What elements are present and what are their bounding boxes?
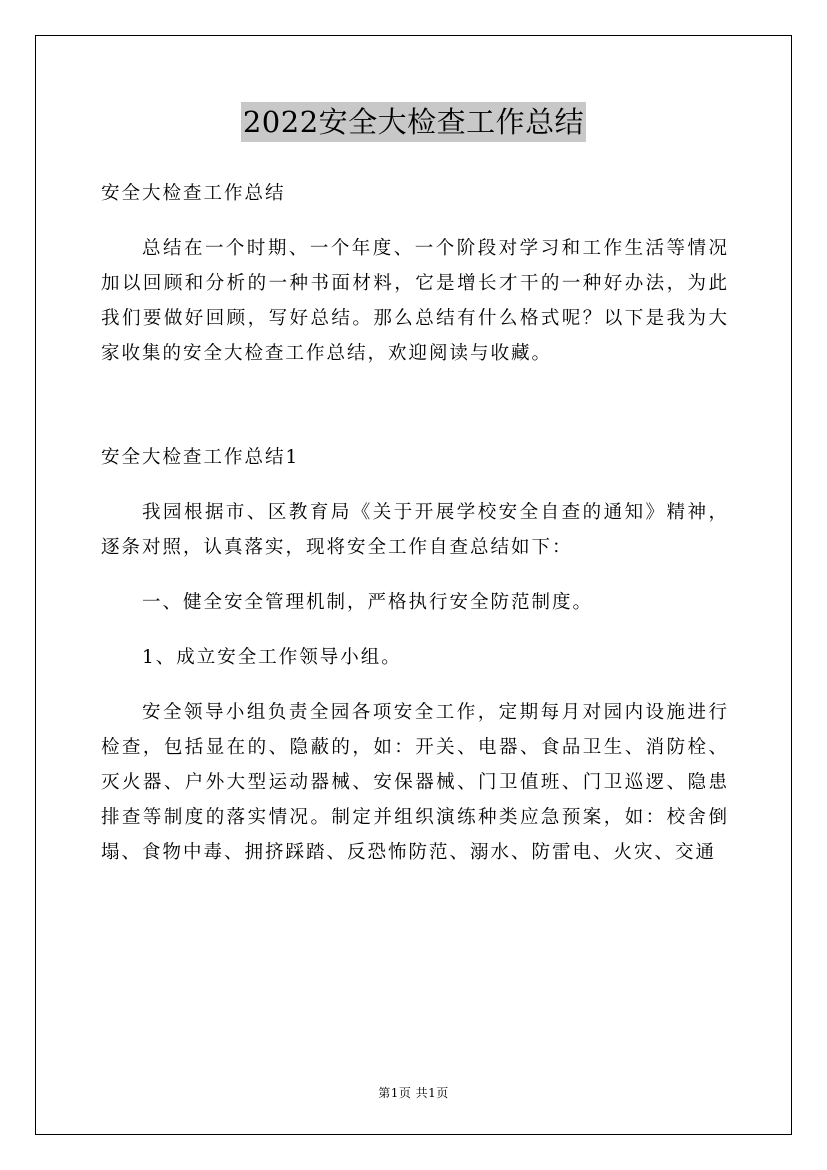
section-title: 安全大检查工作总结1	[101, 447, 300, 468]
title-wrap	[0, 102, 827, 142]
page-footer: 第1页 共1页	[378, 1086, 449, 1100]
document-title: 2022安全大检查工作总结	[241, 102, 586, 142]
body-paragraph: 安全领导小组负责全园各项安全工作，定期每月对园内设施进行检查，包括显在的、隐蔽的，如：开关、电器、食品卫生、消防栓、灭火器、户外大型运动器械、安保器械、门卫值班、门卫巡逻、隐患排查等制度的落实情况。制定并组织演练种类应急预案，如：校舍倒塌、食物中毒、拥挤踩踏、反恐怖防范、溺水、防雷电、火灾、交通	[101, 702, 729, 863]
intro-paragraph: 总结在一个时期、一个年度、一个阶段对学习和工作生活等情况加以回顾和分析的一种书面材料，它是增长才干的一种好办法，为此我们要做好回顾，写好总结。那么总结有什么格式呢？以下是我为大家收集的安全大检查工作总结，欢迎阅读与收藏。	[101, 238, 729, 364]
document-body	[101, 176, 729, 870]
body-paragraph: 我园根据市、区教育局《关于开展学校安全自查的通知》精神，逐条对照，认真落实，现将安全工作自查总结如下：	[101, 502, 729, 558]
document-subtitle: 安全大检查工作总结	[101, 183, 286, 204]
body-paragraph: 1、成立安全工作领导小组。	[142, 647, 402, 668]
body-paragraph: 一、健全安全管理机制，严格执行安全防范制度。	[142, 592, 594, 613]
